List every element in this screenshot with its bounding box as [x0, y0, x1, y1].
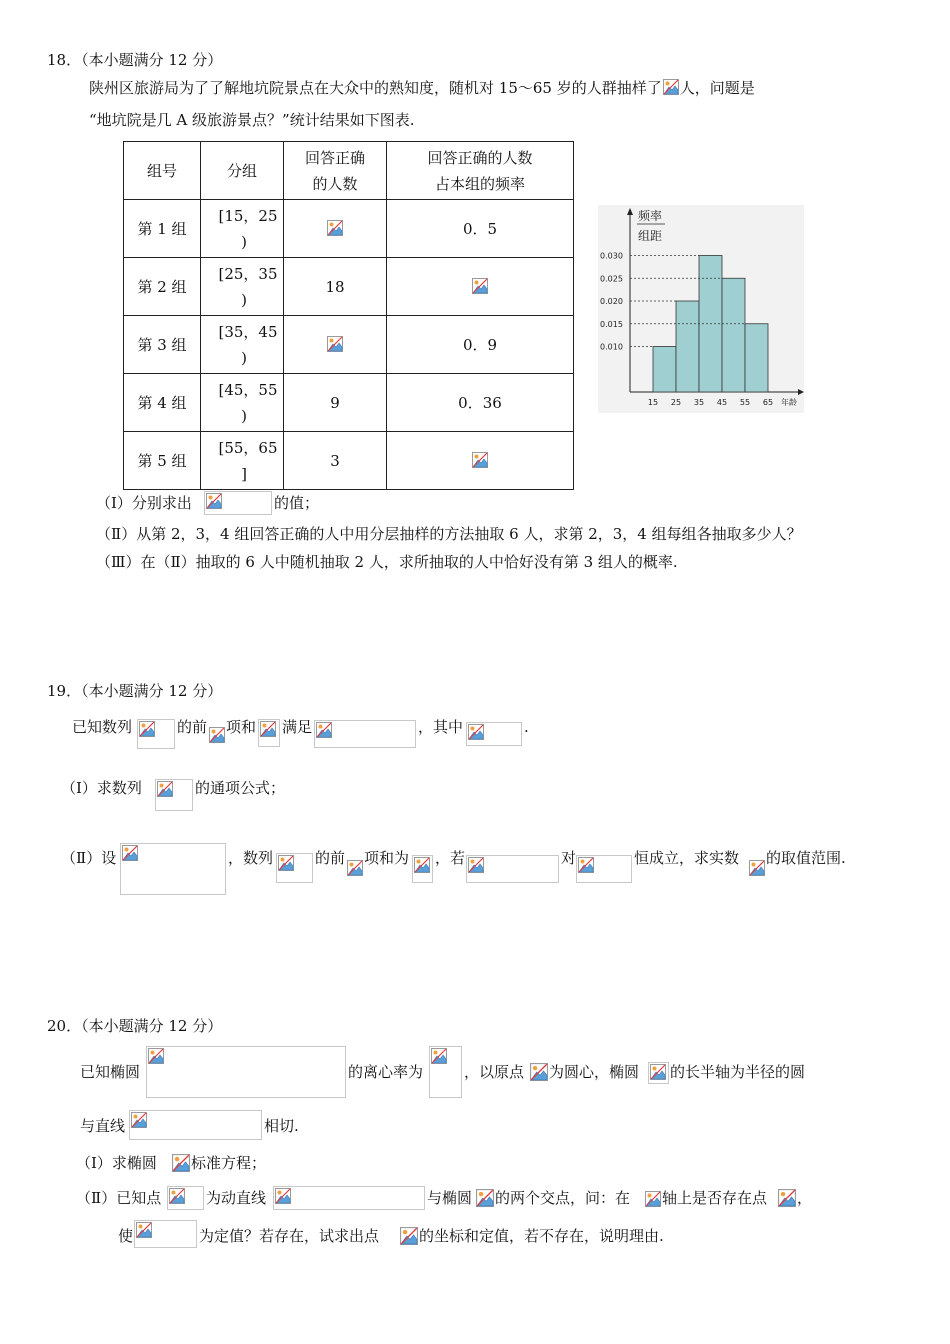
cell-freq: [387, 432, 574, 490]
broken-image-icon: [316, 722, 332, 738]
formula-image: [167, 1186, 204, 1210]
cell-freq: [387, 258, 574, 316]
broken-image-icon: [400, 1226, 418, 1246]
q20-l1b: 的离心率为: [348, 1063, 424, 1081]
q18-line2: “地坑院是几 A 级旅游景点？”统计结果如下图表.: [89, 111, 415, 129]
formula-image: [273, 1186, 425, 1210]
formula-image: [129, 1110, 262, 1140]
formula-image: [466, 855, 559, 883]
formula-image: [137, 719, 175, 749]
x-tick-label: 55: [739, 398, 751, 407]
y-axis-label-bottom: 组距: [638, 229, 663, 243]
broken-image-icon: [169, 1188, 185, 1204]
table-row: [124, 258, 574, 316]
q18-number: 18．: [47, 51, 82, 69]
q19-p2e: ，若: [435, 849, 466, 867]
histogram-bar: [676, 301, 699, 392]
formula-image: [134, 1220, 197, 1248]
q18-line1-text-end: 人，问题是: [679, 79, 755, 97]
y-tick-label: 0.030: [600, 251, 623, 261]
table-row: [124, 316, 574, 374]
cell-freq: 0．36: [387, 374, 574, 432]
broken-image-icon: [275, 1188, 291, 1204]
cell-interval: [55，65 ]: [201, 432, 284, 490]
q20-p1b: 标准方程；: [191, 1154, 267, 1172]
broken-image-icon: [778, 1188, 796, 1208]
formula-image: [155, 779, 193, 811]
x-tick-label: 35: [693, 398, 705, 407]
q20-p3b: 为定值？若存在，试求出点: [199, 1227, 380, 1245]
q19-p1a: （Ⅰ）求数列: [61, 779, 142, 797]
q18-part3: （Ⅲ）在（Ⅱ）抽取的 6 人中随机抽取 2 人，求所抽取的人中恰好没有第 3 组人的概率.: [96, 553, 678, 571]
q19-l1f: .: [524, 718, 529, 736]
x-tick-label: 15: [647, 398, 659, 407]
broken-image-icon: [414, 857, 430, 873]
y-tick-label: 0.010: [600, 342, 623, 352]
formula-image: [576, 855, 632, 883]
cell-group: 第 1 组: [124, 200, 201, 258]
q20-l1c: ，以原点: [464, 1063, 525, 1081]
q18-heading: [47, 50, 222, 70]
y-axis-label-top: 频率: [638, 209, 663, 223]
q19-score: （本小题满分 12 分）: [81, 682, 223, 700]
q19-l1c: 项和: [226, 718, 257, 736]
broken-image-icon: [122, 845, 138, 861]
cell-freq: 0．5: [387, 200, 574, 258]
q20-score: （本小题满分 12 分）: [81, 1017, 223, 1035]
x-tick-label: 25: [670, 398, 682, 407]
formula-image: [466, 722, 522, 746]
table-header-row: [124, 142, 574, 200]
q20-p3c: 的坐标和定值，若不存在，说明理由.: [419, 1227, 664, 1245]
q20-p2f: ，: [797, 1189, 813, 1207]
cell-count: [284, 200, 387, 258]
q19-l1b: 的前: [177, 718, 208, 736]
cell-group: 第 5 组: [124, 432, 201, 490]
table-row: [124, 374, 574, 432]
table-row: [124, 432, 574, 490]
broken-image-icon: [327, 336, 343, 352]
cell-count: [284, 316, 387, 374]
formula-image: [429, 1046, 462, 1098]
broken-image-icon: [148, 1048, 164, 1064]
header-interval: 分组: [201, 142, 284, 200]
q20-l1a: 已知椭圆: [80, 1063, 141, 1081]
cell-count: 3: [284, 432, 387, 490]
histogram-bar: [653, 347, 676, 393]
cell-interval: [35，45 ): [201, 316, 284, 374]
cell-freq: 0．9: [387, 316, 574, 374]
q18-score: （本小题满分 12 分）: [81, 51, 223, 69]
q20-l2a: 与直线: [80, 1117, 126, 1135]
q18-line1: [89, 78, 755, 98]
broken-image-icon: [139, 721, 155, 737]
formula-image: [204, 491, 272, 515]
q18-part1-text: （Ⅰ）分别求出: [96, 494, 192, 512]
q20-p3a: 使: [118, 1227, 134, 1245]
broken-image-icon: [172, 1153, 190, 1173]
broken-image-icon: [530, 1062, 548, 1082]
q19-p1b: 的通项公式；: [195, 779, 286, 797]
q19-l1e: ，其中: [418, 718, 464, 736]
cell-group: 第 2 组: [124, 258, 201, 316]
q20-p2c: 与椭圆: [427, 1189, 473, 1207]
header-correct-count: 回答正确 的人数: [284, 142, 387, 200]
header-correct-frequency: 回答正确的人数 占本组的频率: [387, 142, 574, 200]
formula-image: [258, 719, 280, 747]
q20-l1e: 的长半轴为半径的圆: [670, 1063, 806, 1081]
formula-image: [412, 855, 433, 883]
x-axis-label: 年龄: [781, 398, 797, 407]
broken-image-icon: [749, 860, 765, 876]
broken-image-icon: [206, 493, 222, 509]
y-tick-label: 0.015: [600, 319, 623, 329]
table-row: [124, 200, 574, 258]
q20-p2d: 的两个交点，问：在: [495, 1189, 631, 1207]
cell-interval: [25，35 ): [201, 258, 284, 316]
y-tick-label: 0.020: [600, 297, 623, 306]
q20-p2a: （Ⅱ）已知点: [76, 1189, 162, 1207]
broken-image-icon: [131, 1112, 147, 1128]
q19-p2d: 项和为: [364, 849, 410, 867]
broken-image-icon: [136, 1222, 152, 1238]
broken-image-icon: [209, 727, 225, 743]
broken-image-icon: [476, 1188, 494, 1208]
age-frequency-histogram: [598, 205, 804, 413]
broken-image-icon: [260, 721, 276, 737]
y-tick-label: 0.025: [600, 274, 623, 284]
q19-p2h: 的取值范围.: [766, 849, 846, 867]
q18-part1: [96, 493, 192, 513]
broken-image-icon: [468, 724, 484, 740]
broken-image-icon: [347, 860, 363, 876]
q19-l1a: 已知数列: [72, 718, 133, 736]
q18-part1-end: 的值；: [274, 494, 320, 512]
cell-interval: [45，55 ): [201, 374, 284, 432]
broken-image-icon: [278, 855, 294, 871]
header-group: 组号: [124, 142, 201, 200]
q20-number: 20．: [47, 1017, 82, 1035]
q20-l2b: 相切.: [264, 1117, 299, 1135]
x-tick-label: 45: [716, 398, 728, 407]
q20-p2b: 为动直线: [206, 1189, 267, 1207]
q20-p1a: （Ⅰ）求椭圆: [76, 1154, 157, 1172]
broken-image-icon: [650, 1064, 666, 1080]
q19-number: 19．: [47, 682, 82, 700]
q18-line1-text: 陕州区旅游局为了了解地坑院景点在大众中的熟知度，随机对 15～65 岁的人群抽样了: [89, 79, 662, 97]
frequency-table: [123, 141, 574, 490]
q20-p2e: 轴上是否存在点: [662, 1189, 768, 1207]
q19-p2f: 对: [561, 849, 577, 867]
broken-image-icon: [327, 220, 343, 236]
broken-image-icon: [472, 452, 488, 468]
cell-count: 9: [284, 374, 387, 432]
histogram-bar: [745, 324, 768, 392]
q19-l1d: 满足: [282, 718, 313, 736]
q19-p2a: （Ⅱ）设: [61, 849, 117, 867]
q19-p2c: 的前: [315, 849, 346, 867]
formula-image: [648, 1062, 669, 1084]
formula-image: [120, 843, 226, 895]
broken-image-icon: [578, 857, 594, 873]
broken-image-icon: [431, 1048, 447, 1064]
x-tick-label: 65: [762, 398, 774, 407]
formula-image: [314, 720, 416, 748]
broken-image-icon: [157, 781, 173, 797]
q20-l1d: 为圆心，椭圆: [549, 1063, 640, 1081]
cell-group: 第 4 组: [124, 374, 201, 432]
q20-heading: [47, 1016, 222, 1036]
cell-interval: [15，25 ): [201, 200, 284, 258]
broken-image-icon: [468, 857, 484, 873]
q19-heading: [47, 681, 222, 701]
q19-p2g: 恒成立，求实数: [634, 849, 740, 867]
q19-p2b: ，数列: [228, 849, 274, 867]
broken-image-icon: [663, 79, 679, 95]
cell-group: 第 3 组: [124, 316, 201, 374]
formula-image: [146, 1046, 346, 1098]
broken-image-icon: [645, 1190, 661, 1208]
cell-count: 18: [284, 258, 387, 316]
histogram-bar: [722, 278, 745, 392]
broken-image-icon: [472, 278, 488, 294]
q18-part2: （Ⅱ）从第 2，3，4 组回答正确的人中用分层抽样的方法抽取 6 人，求第 2，3，4 组每组各抽取多少人？: [96, 525, 802, 543]
formula-image: [276, 853, 313, 883]
